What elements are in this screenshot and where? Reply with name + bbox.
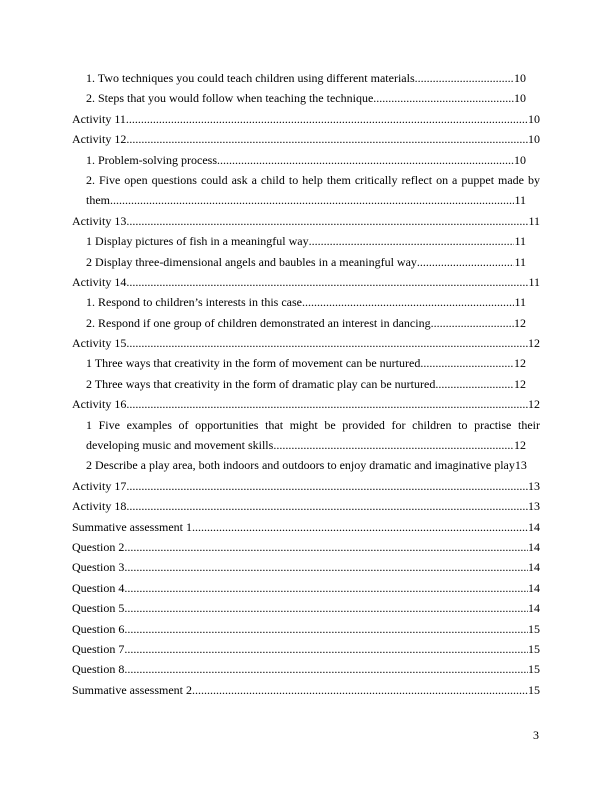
toc-entry[interactable] [86, 374, 526, 394]
dot-leader [110, 190, 514, 210]
dot-leader [126, 109, 528, 129]
toc-entry-line[interactable]: 2. Five open questions could ask a child to help them critically reflect on a puppet made by [86, 172, 540, 187]
toc-entry[interactable] [86, 353, 526, 373]
toc-entry-title: 2. Respond if one group of children demonstrated an interest in dancing [86, 315, 431, 330]
toc-entry-page: 11 [514, 295, 526, 310]
toc-entry-page: 13 [528, 499, 540, 514]
toc-entry-page: 15 [528, 682, 540, 697]
dot-leader [417, 252, 515, 272]
toc-entry-title: Summative assessment 1 [72, 519, 192, 534]
toc-entry[interactable] [86, 252, 526, 272]
toc-entry-title: Question 4 [72, 580, 125, 595]
toc-entry-title: 2. Steps that you would follow when teaching the technique [86, 91, 374, 106]
dot-leader [126, 129, 528, 149]
toc-entry[interactable] [72, 598, 540, 618]
toc-entry-title: them [86, 193, 110, 208]
toc-entry-page: 12 [514, 356, 526, 371]
dot-leader [217, 150, 514, 170]
dot-leader [126, 333, 528, 353]
toc-entry[interactable] [86, 190, 526, 210]
toc-entry-page: 15 [528, 621, 540, 636]
dot-leader [302, 292, 514, 312]
toc-entry[interactable] [86, 455, 526, 475]
toc-entry-title: Activity 15 [72, 336, 127, 351]
toc-entry-title: 2 Three ways that creativity in the form of dramatic play can be nurtured [86, 376, 436, 391]
dot-leader [124, 557, 528, 577]
toc-entry[interactable] [86, 435, 526, 455]
dot-leader [431, 313, 514, 333]
toc-entry-title: 1. Two techniques you could teach children using different materials [86, 71, 415, 85]
toc-entry-title: 2 Display three-dimensional angels and baubles in a meaningful way [86, 254, 417, 269]
toc-entry-title: Activity 18 [72, 499, 127, 514]
toc-entry-title: Summative assessment 2 [72, 682, 192, 697]
toc-entry-page: 12 [514, 315, 526, 330]
dot-leader [124, 578, 528, 598]
toc-entry-title: 1. Respond to children’s interests in this case [86, 295, 302, 310]
dot-leader [273, 435, 514, 455]
toc-entry-page: 11 [528, 213, 540, 228]
dot-leader [192, 680, 528, 700]
dot-leader [124, 659, 528, 679]
toc-entry-line[interactable]: 1 Five examples of opportunities that might be provided for children to practise their [86, 417, 540, 432]
toc-entry[interactable] [72, 109, 540, 129]
toc-entry[interactable] [72, 557, 540, 577]
toc-entry-title: developing music and movement skills [86, 438, 274, 453]
toc-entry[interactable] [72, 517, 540, 537]
toc-entry-page: 12 [514, 438, 526, 453]
toc-entry-page: 10 [514, 91, 526, 106]
toc-entry[interactable] [86, 313, 526, 333]
toc-entry[interactable] [86, 68, 526, 88]
table-of-contents [0, 68, 612, 700]
toc-entry-title: Question 3 [72, 560, 125, 575]
dot-leader [124, 598, 528, 618]
toc-entry[interactable] [72, 394, 540, 414]
toc-entry[interactable] [72, 272, 540, 292]
toc-entry-page: 11 [514, 234, 526, 249]
toc-entry-title: Activity 14 [72, 274, 127, 289]
page-number: 3 [533, 728, 539, 742]
toc-entry[interactable] [86, 292, 526, 312]
toc-entry-title: Activity 12 [72, 132, 127, 147]
dot-leader [124, 619, 528, 639]
toc-entry-title: Activity 16 [72, 397, 127, 412]
toc-entry-title: 1 Three ways that creativity in the form of movement can be nurtured [86, 356, 421, 371]
toc-entry-page: 12 [528, 336, 540, 351]
toc-entry-title: Question 5 [72, 601, 125, 616]
dot-leader [309, 231, 515, 251]
toc-entry[interactable] [72, 659, 540, 679]
toc-entry[interactable] [86, 150, 526, 170]
toc-entry-page: 14 [528, 539, 540, 554]
dot-leader [415, 68, 514, 88]
toc-entry-page: 13 [514, 458, 527, 473]
toc-entry[interactable] [72, 476, 540, 496]
toc-entry[interactable] [86, 88, 526, 108]
toc-entry-title: 2 Describe a play area, both indoors and outdoors to enjoy dramatic and imaginative play [86, 458, 515, 473]
dot-leader [192, 517, 528, 537]
dot-leader [126, 394, 528, 414]
toc-entry-page: 12 [514, 376, 526, 391]
dot-leader [126, 272, 528, 292]
toc-entry-page: 14 [528, 580, 540, 595]
toc-entry-title: Question 6 [72, 621, 125, 636]
toc-entry-page: 12 [528, 397, 540, 412]
toc-entry-page: 13 [528, 478, 540, 493]
dot-leader [126, 476, 528, 496]
toc-entry[interactable] [72, 537, 540, 557]
toc-entry[interactable] [72, 578, 540, 598]
toc-entry-title: Activity 17 [72, 478, 127, 493]
toc-entry-page: 11 [514, 193, 526, 208]
toc-entry-page: 10 [514, 71, 526, 85]
toc-entry-page: 15 [528, 641, 540, 656]
toc-entry-page: 14 [528, 560, 540, 575]
toc-entry-title: 1. Problem-solving process [86, 152, 217, 167]
toc-entry-title: Activity 11 [72, 111, 126, 126]
toc-entry[interactable] [72, 639, 540, 659]
toc-entry[interactable] [72, 496, 540, 516]
dot-leader [124, 639, 528, 659]
toc-entry[interactable] [72, 129, 540, 149]
toc-entry[interactable] [72, 211, 540, 231]
toc-entry-page: 11 [528, 274, 540, 289]
dot-leader [420, 353, 514, 373]
toc-entry[interactable] [72, 333, 540, 353]
toc-entry[interactable] [86, 231, 526, 251]
toc-entry-page: 14 [528, 601, 540, 616]
toc-entry-title: Activity 13 [72, 213, 127, 228]
dot-leader [126, 496, 528, 516]
toc-entry-title: Question 8 [72, 662, 125, 677]
dot-leader [435, 374, 514, 394]
toc-entry-title: Question 7 [72, 641, 125, 656]
dot-leader [124, 537, 528, 557]
toc-entry-title: Question 2 [72, 539, 125, 554]
dot-leader [126, 211, 528, 231]
toc-entry[interactable] [72, 619, 540, 639]
toc-entry-page: 11 [514, 254, 526, 269]
toc-entry-page: 10 [528, 111, 540, 126]
toc-entry-title: 1 Display pictures of fish in a meaningful way [86, 234, 309, 249]
toc-entry[interactable] [72, 680, 540, 700]
toc-entry-page: 14 [528, 519, 540, 534]
toc-entry-page: 10 [528, 132, 540, 147]
dot-leader [373, 88, 514, 108]
toc-entry-page: 15 [528, 662, 540, 677]
toc-entry-page: 10 [514, 152, 526, 167]
